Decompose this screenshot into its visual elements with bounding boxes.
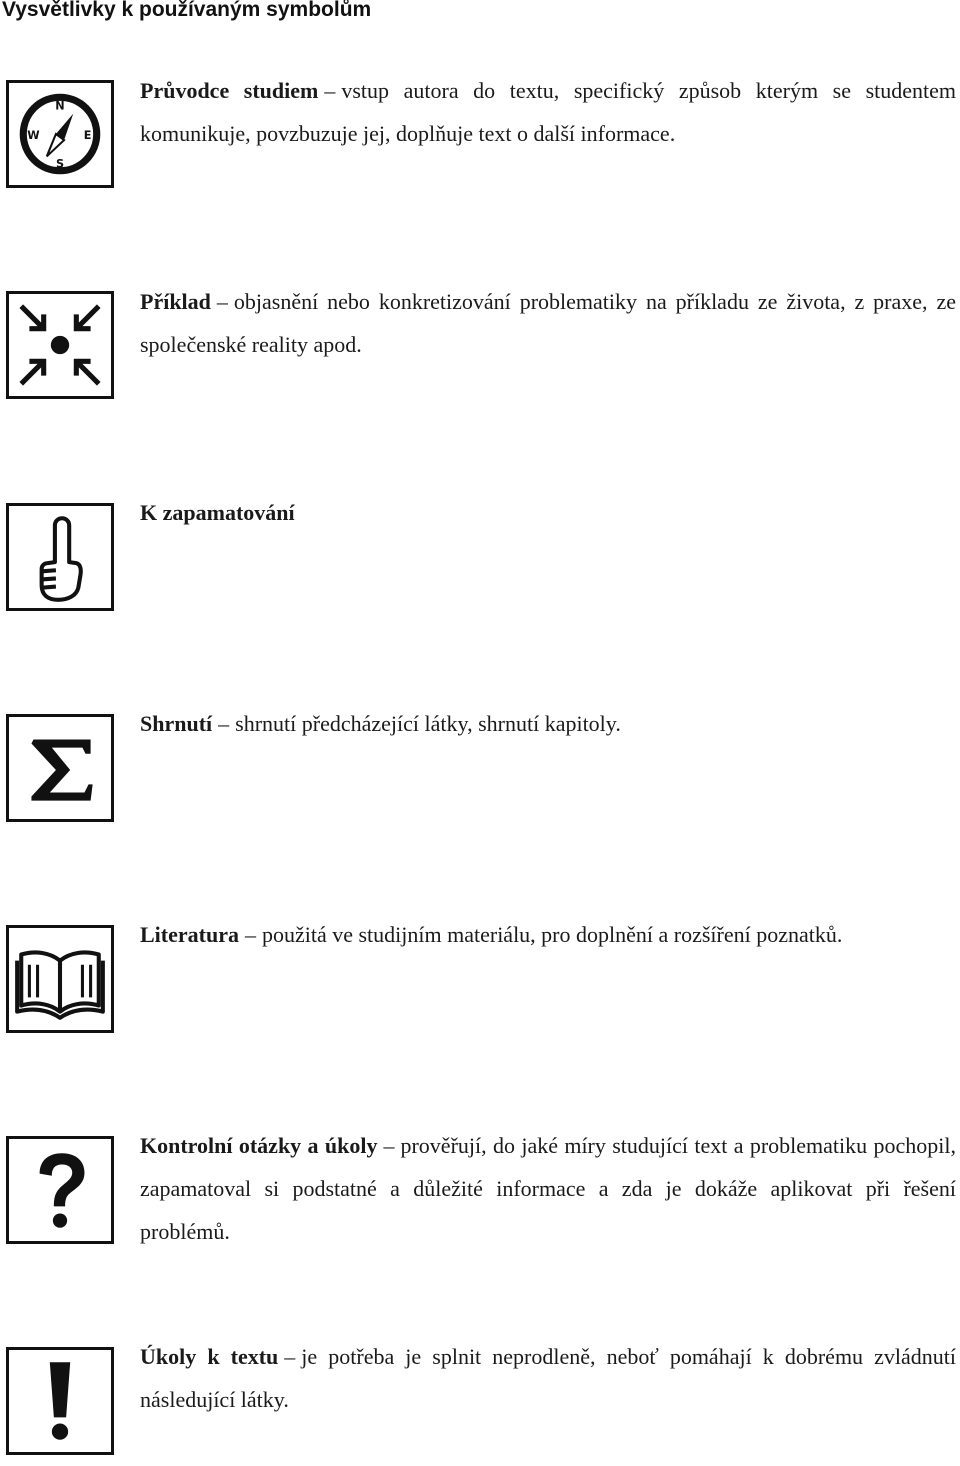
entry-literatura (140, 913, 956, 956)
entry-ukoly-k-textu (140, 1335, 956, 1421)
entry-term: K zapamatování (140, 500, 295, 525)
entry-term: Literatura (140, 922, 239, 947)
svg-text:W: W (27, 129, 40, 143)
entry-dash: – (218, 711, 230, 736)
question-mark-icon (6, 1136, 114, 1244)
svg-text:N: N (55, 99, 65, 113)
entry-dash: – (216, 289, 228, 314)
svg-text:E: E (83, 129, 92, 143)
entry-dash: – (244, 922, 256, 947)
entry-text: je potřeba je splnit neprodleně, neboť pomáhají k dobrému zvládnutí následující látky. (140, 1344, 957, 1412)
exclamation-mark-icon (6, 1347, 114, 1455)
raised-finger-icon (6, 503, 114, 611)
entry-text: shrnutí předcházející látky, shrnutí kapitoly. (235, 711, 621, 736)
svg-text:S: S (55, 157, 65, 171)
entry-priklad (140, 280, 956, 366)
entry-term: Kontrolní otázky a úkoly (140, 1133, 378, 1158)
entry-text: objasnění nebo konkretizování problematiky na příkladu ze života, z praxe, ze společenské reality apod. (140, 289, 956, 357)
entry-dash: – (324, 78, 336, 103)
entry-text: vstup autora do textu, specifický způsob kterým se studentem komunikuje, povzbuzuje jej, doplňuje text o další informace. (140, 78, 957, 146)
entry-term: Shrnutí (140, 711, 213, 736)
entry-text: použitá ve studijním materiálu, pro doplnění a rozšíření poznatků. (261, 922, 843, 947)
page-title: Vysvětlivky k používaným symbolům (2, 0, 372, 21)
compass-icon (6, 80, 114, 188)
entry-kontrolni-otazky (140, 1124, 956, 1253)
entry-term: Příklad (140, 289, 211, 314)
sigma-icon (6, 714, 114, 822)
entry-term: Průvodce studiem (140, 78, 319, 103)
entry-dash: – (383, 1133, 395, 1158)
entry-k-zapamatovani (140, 491, 956, 534)
entry-text: prověřují, do jaké míry studující text a problematiku pochopil, zapamatoval si podstatné a důležité informace a zda je dokáže aplikovat při řešení problémů. (140, 1133, 956, 1244)
entry-pruvodce-studiem (140, 69, 956, 155)
entry-dash: – (284, 1344, 296, 1369)
book-icon (6, 925, 114, 1033)
entry-term: Úkoly k textu (140, 1344, 279, 1369)
converging-arrows-icon (6, 291, 114, 399)
entry-shrnuti (140, 702, 956, 745)
